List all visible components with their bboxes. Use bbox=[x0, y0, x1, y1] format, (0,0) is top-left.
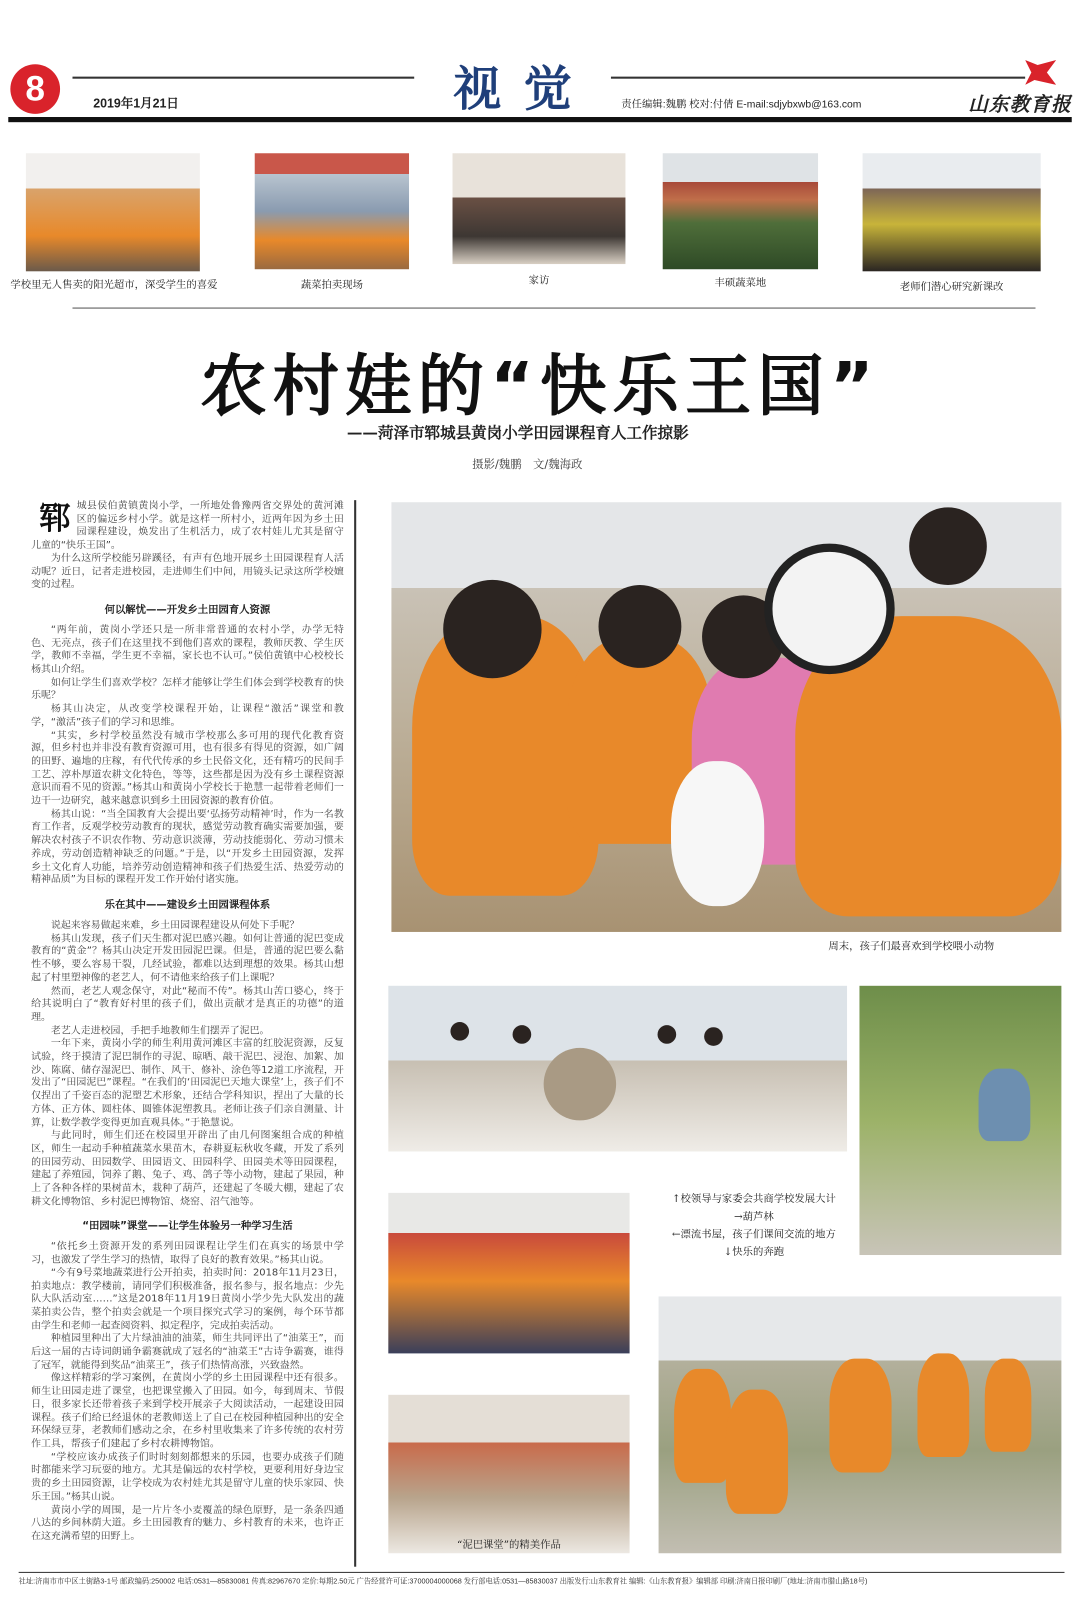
paragraph: 说起来容易做起来难，乡土田园课程建设从何处下手呢？ bbox=[50, 919, 300, 931]
drop-cap: 郓 bbox=[39, 501, 71, 538]
caption-running: ↓快乐的奔跑 bbox=[723, 1246, 785, 1259]
photo-school-leaders-meeting bbox=[388, 986, 847, 1152]
section-title: 视觉 bbox=[453, 61, 595, 118]
photo-caption: 家访 bbox=[528, 275, 550, 287]
article-title: 农村娃的“快乐王国” bbox=[200, 348, 880, 426]
newspaper-logo-mark-icon bbox=[1025, 60, 1056, 85]
caption-library: ←漂流书屋，孩子们课间交流的地方 bbox=[671, 1229, 836, 1241]
paragraph: “两年前，黄岗小学还只是一所非常普通的农村小学，办学无特色、无亮点，孩子们在这里找不到他们喜欢的课程，教师厌教、学生厌学，教师不幸福，学生更不幸福，家长也不认可。”侯伯黄镇中心校校长杨其山介绍。 bbox=[31, 624, 344, 676]
photo-drifting-library bbox=[388, 1193, 629, 1354]
editor-info: 责任编辑:魏鹏 校对:付倩 E-mail:sdjybxwb@163.com bbox=[621, 99, 862, 111]
rabbit bbox=[671, 761, 764, 906]
photo-caption: 学校里无人售卖的阳光超市，深受学生的喜爱 bbox=[10, 279, 218, 291]
newspaper-logo: 山东教育报 bbox=[968, 93, 1072, 116]
photo-vegetable-auction bbox=[255, 153, 409, 269]
photo-vegetable-field bbox=[663, 153, 818, 269]
header-rule-right bbox=[611, 77, 1025, 79]
caption-leaders: ↑校领导与家委会共商学校发展大计 bbox=[671, 1193, 836, 1206]
paragraph: “依托乡土资源开发的系列田园课程让学生们在真实的场景中学习，也激发了学生学习的热情，取得了良好的教育效果。”杨其山说。 bbox=[31, 1240, 344, 1266]
photo-caption: 蔬菜拍卖现场 bbox=[300, 279, 363, 291]
paragraph: 如何让学生们喜欢学校？怎样才能够让学生们体会到学校教育的快乐呢？ bbox=[31, 676, 344, 702]
paragraph: 杨其山决定，从改变学校课程开始，让课程“激活”课堂和教学，“激活”孩子们的学习和思维。 bbox=[31, 703, 344, 728]
article-byline: 摄影/魏鹏 文/魏海政 bbox=[472, 457, 583, 472]
photo-sunshine-supermarket bbox=[26, 153, 200, 271]
article-subtitle: ——菏泽市郓城县黄岗小学田园课程育人工作掠影 bbox=[346, 423, 689, 443]
header-divider bbox=[8, 117, 1071, 122]
photo-children-feeding-rabbit bbox=[391, 502, 1061, 932]
paragraph: “学校应该办成孩子们时时刻刻都想来的乐园，也要办成孩子们随时都能来学习玩耍的地方。尤其是偏远的农村学校，更要利用好身边宝贵的乡土田园资源，让学校成为农村娃尤其是留守儿童的快乐家园、快乐王国。”杨其山说。 bbox=[31, 1451, 344, 1503]
main-photo-caption: 周末，孩子们最喜欢到学校喂小动物 bbox=[828, 941, 995, 953]
article-body bbox=[31, 500, 344, 1543]
clay-photo-caption: “泥巴课堂”的精美作品 bbox=[457, 1539, 561, 1552]
paragraph: 为什么这所学校能另辟蹊径，有声有色地开展乡土田园课程育人活动呢？近日，记者走进校园，走进师生们中间，用镜头记录这所学校嬗变的过程。 bbox=[31, 552, 344, 591]
paragraph: 一年下来，黄岗小学的师生利用黄河滩区丰富的红胶泥资源，反复试验，终于摸清了泥巴制作的寻泥、晾晒、敲干泥巴、浸泡、加絮、加沙、陈腐、储存湿泥巴、制作、风干、修补、涂色等12道工序流程，开发出了“田园泥巴”课程。“在我们的‘田园泥巴天地大课堂’上，孩子们不仅捏出了千姿百态的泥塑艺术形象，还结合学科知识，捏出了大量的长方体、正方体、圆柱体、圆锥体泥塑教具。老师让孩子们亲自测量、计算，让数学教学变得更加直观具体。”于艳慧说。 bbox=[31, 1037, 344, 1129]
paragraph: “今有9号菜地蔬菜进行公开拍卖，拍卖时间：2018年11月23日，拍卖地点：教学楼前，请同学们积极准备，报名参与，报名地点：少先队大队活动室……”这是2018年11月19日黄岗小学少先大队发出的蔬菜拍卖公告，整个拍卖会就是一个项目探究式学习的案例，每个环节都由学生和老师一起查阅资料、拟定程序，完成拍卖活动。 bbox=[31, 1267, 344, 1332]
photo-caption: 丰硕蔬菜地 bbox=[714, 277, 767, 289]
photo-happy-running bbox=[659, 1296, 1062, 1553]
subheading: 何以解忧——开发乡土田园育人资源 bbox=[104, 604, 271, 617]
paragraph: 与此同时，师生们还在校园里开辟出了由几何图案组合成的种植区，师生一起动手种植蔬菜水果苗木，春耕夏耘秋收冬藏，开发了系列的田园劳动、田园数学、田园语文、田园科学、田园美术等田园课程，建起了养殖园，饲养了鹅、兔子、鸡、鸽子等小动物，建起了果园，种上了各种各样的果树苗木，栽种了葫芦，还建起了冬暖大棚，建起了农耕文化博物馆、乡村泥巴博物馆、烧窑、沼气池等。 bbox=[31, 1129, 344, 1208]
page-number: 8 bbox=[10, 64, 60, 114]
subheading: “田园味”课堂——让学生体验另一种学习生活 bbox=[82, 1221, 293, 1233]
issue-date: 2019年1月21日 bbox=[93, 96, 179, 111]
column-rule bbox=[354, 500, 356, 1567]
paragraph: 像这样精彩的学习案例，在黄岗小学的乡土田园课程中还有很多。师生让田园走进了课堂，也把课堂搬入了田园。如今，每到周末、节假日，很多家长还带着孩子来到学校开展亲子大阅读活动，一起建设田园课程。孩子们给已经退休的老教师送上了自己在校园种植园种出的安全环保绿豆芽，老教师们感动之余，在乡村里收集来了许多传统的农村劳作工具，帮孩子们建起了乡村农耕博物馆。 bbox=[31, 1372, 344, 1450]
paragraph: 老艺人走进校园，手把手地教师生们摆弄了泥巴。 bbox=[50, 1024, 270, 1037]
photo-clay-works bbox=[388, 1395, 629, 1553]
photo-teachers-research bbox=[863, 153, 1041, 271]
section-divider bbox=[72, 308, 1035, 309]
paragraph: “其实，乡村学校虽然没有城市学校那么多可用的现代化教育资源，但乡村也并非没有教育资源可用，也有很多有得见的资源，如广阔的田野、遍地的庄稼，有代代传承的乡土民俗文化，还有精巧的民间手工艺、淳朴厚道农耕文化特色，等等，这些都是因为没有乡土课程资源意识而看不见的资源。”杨其山和黄岗小学校长于艳慧一起带着老师们一边干一边研究，越来越意识到乡土田园资源的教育价值。 bbox=[31, 729, 344, 807]
paragraph: 种植园里种出了大片绿油油的油菜，师生共同评出了“油菜王”，而后这一届的古诗词朗诵争霸赛就成了冠名的“油菜王”古诗争霸赛，谁得了冠军，就能得到奖品“油菜王”，孩子们热情高涨，兴致盎然。 bbox=[31, 1333, 344, 1371]
paragraph: 杨其山说：“当全国教育大会提出要‘弘扬劳动精神’时，作为一名教育工作者，反观学校劳动教育的现状，感觉劳动教育确实需要加强，要解决农村孩子不识农作物、劳动意识淡薄，劳动技能弱化、劳动习惯未养成，劳动创造精神缺乏的问题。”于是，以“开发乡土田园资源，发挥乡土文化育人功能，培养劳动创造精神和孩子们热爱生活、热爱劳动的精神品质”为目标的课程开发工作开始付诸实施。 bbox=[31, 808, 344, 886]
caption-gourd: →葫芦林 bbox=[733, 1211, 774, 1223]
paragraph: 杨其山发现，孩子们天生都对泥巴感兴趣。如何让普通的泥巴变成教育的“黄金”？杨其山决定开发田园泥巴课。但是，普通的泥巴要么黏性不够，要么容易干裂，几经试验，都难以达到理想的效果。杨其山想起了村里塑神像的老艺人，何不请他来给孩子们上课呢？ bbox=[31, 932, 344, 984]
footer-info: 社址:济南市市中区土街路3-1号 邮政编码:250002 电话:0531—85830081 传真:82967670 定价:每期2.50元 广告经营许可证:3700004000068 发行部电话:0531—85830037 出版发行:山东教育社 编辑:《山东教育报》编辑部 印刷:济南日报印刷厂(地址:济南市腊山路18号) bbox=[19, 1572, 1065, 1588]
photo-home-visit bbox=[453, 153, 626, 264]
paragraph: 然而，老艺人观念保守，对此“秘而不传”。杨其山苦口婆心，终于给其说明白了“教育好村里的孩子们，做出贡献才是真正的功德”的道理。 bbox=[31, 985, 344, 1023]
photo-gourd-grove bbox=[859, 986, 1061, 1255]
subheading: 乐在其中——建设乡土田园课程体系 bbox=[104, 899, 271, 912]
paragraph: 黄岗小学的周围，是一片片冬小麦覆盖的绿色原野，是一条条四通八达的乡间林荫大道。乡土田园教育的魅力、乡村教育的未来，也许正在这充满希望的田野上。 bbox=[31, 1504, 344, 1542]
lead-paragraph: 城县侯伯黄镇黄岗小学，一所地处鲁豫两省交界处的黄河滩区的偏远乡村小学。就是这样一所村小，近两年因为乡土田园课程建设，焕发出了生机活力，成了农村娃儿尤其是留守儿童的“快乐王国”。 bbox=[31, 500, 344, 551]
header-rule-left bbox=[72, 77, 414, 79]
photo-caption: 老师们潜心研究新课改 bbox=[899, 281, 1004, 294]
photo-group-captions bbox=[652, 1191, 855, 1261]
